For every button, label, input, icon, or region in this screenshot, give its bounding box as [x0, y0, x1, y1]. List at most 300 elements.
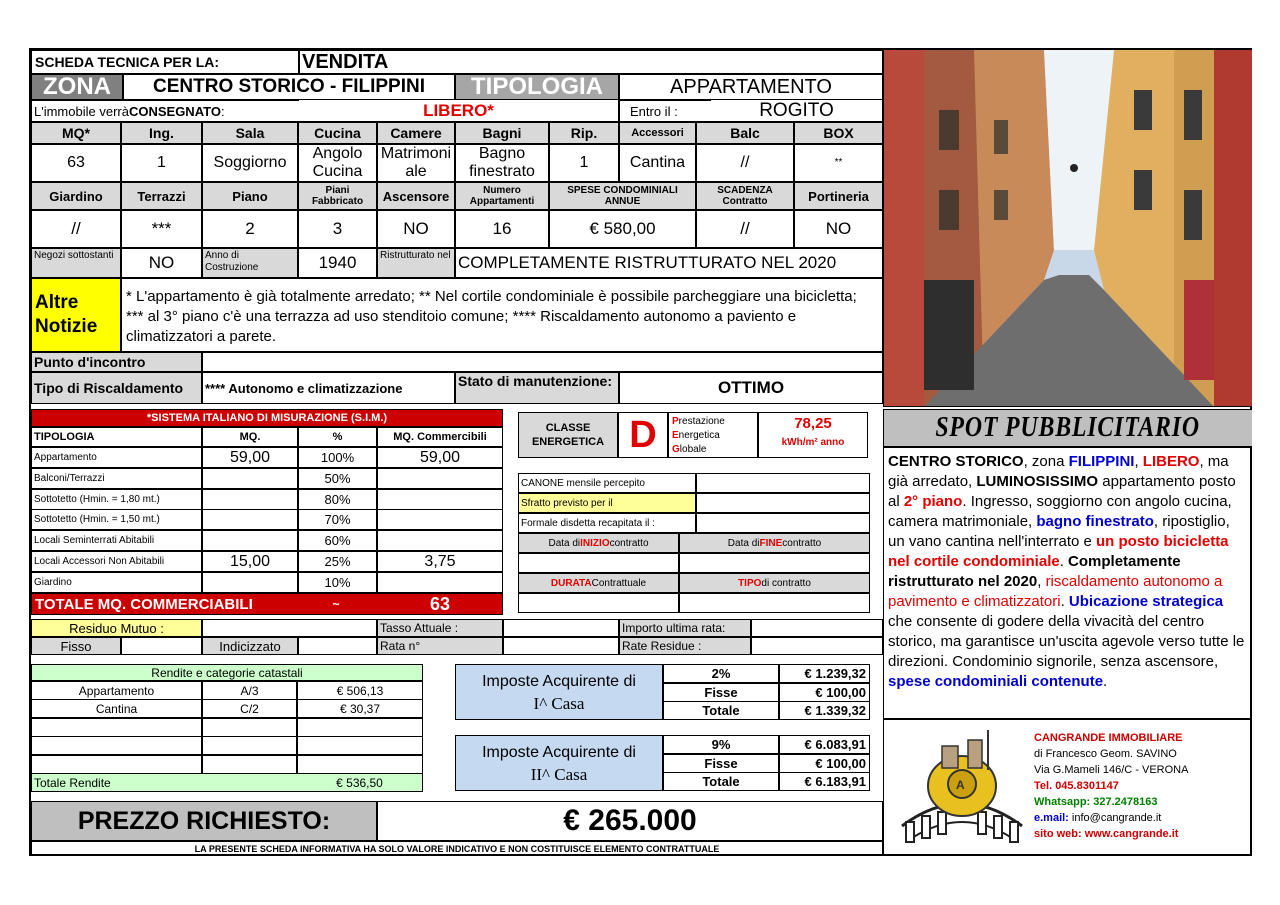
classe-label-text: CLASSE ENERGETICA — [531, 422, 605, 448]
feature2-value-7-text: // — [740, 219, 750, 238]
feature-value-1-text: 1 — [157, 154, 166, 171]
catastali-row-1-value — [297, 699, 423, 718]
consegna-value-text: LIBERO* — [423, 100, 494, 120]
imposte2-row-1-v-text: € 100,00 — [815, 755, 866, 771]
sim-row-4-mq — [202, 530, 298, 551]
imposte1-row-2-k — [663, 701, 779, 720]
anno-label — [202, 248, 298, 278]
sim-h-comm-text: MQ. Commercibili — [393, 431, 487, 443]
feature2-value-5 — [455, 210, 549, 248]
inizio-label — [518, 533, 679, 553]
feature2-header-2 — [202, 182, 298, 210]
feature-value-5 — [455, 144, 549, 182]
feature-value-5-text: Bagno finestrato — [469, 145, 535, 180]
sim-row-3-comm — [377, 509, 503, 530]
tipo-post: di contratto — [761, 577, 811, 589]
feature2-header-5 — [455, 182, 549, 210]
consegna-value — [299, 100, 619, 122]
anno-value — [298, 248, 377, 278]
sim-h-tipo — [31, 427, 202, 447]
energetica-line — [672, 429, 754, 443]
feature2-header-8 — [794, 182, 883, 210]
durata-key: DURATA — [550, 577, 592, 589]
riscaldamento-label-text: Tipo di Riscaldamento — [34, 380, 184, 396]
sim-row-4-tipo-text: Locali Seminterrati Abitabili — [34, 535, 155, 547]
feature-value-4 — [377, 144, 455, 182]
imposte1-row-0-v-text: € 1.239,32 — [804, 666, 866, 681]
classe-label — [518, 412, 618, 458]
spot-p9: 2° piano — [903, 493, 963, 510]
feature2-value-2-text: 2 — [245, 219, 255, 238]
scheda-label-text: SCHEDA TECNICA PER LA: — [35, 54, 220, 70]
feature2-header-0-text: Giardino — [49, 188, 103, 204]
agency-info — [1034, 730, 1188, 842]
disdetta-value — [696, 513, 870, 533]
feature-header-0-text: MQ* — [62, 125, 90, 141]
prestazione-rest: restazione — [678, 416, 725, 427]
imposte1-row-0-v — [779, 664, 870, 683]
zona-value — [123, 74, 455, 100]
sim-row-6-mq — [202, 572, 298, 593]
tipologia-label-text: TIPOLOGIA — [471, 74, 603, 100]
stato-label-text: Stato di manutenzione: — [458, 373, 612, 389]
riscaldamento-value-text: **** Autonomo e climatizzazione — [205, 380, 403, 396]
anno-value-text: 1940 — [318, 253, 357, 272]
sim-row-6-tipo — [31, 572, 202, 593]
catastali-row-3-value — [297, 736, 423, 755]
sim-row-5-comm-text: 3,75 — [424, 552, 456, 570]
feature-header-2 — [202, 122, 298, 144]
importo-label-text: Importo ultima rata: — [622, 621, 726, 635]
rata-value — [503, 637, 619, 655]
classe-value — [618, 412, 668, 458]
importo-value — [751, 619, 883, 637]
feature-value-8 — [696, 144, 794, 182]
spot-p5: LIBERO — [1142, 453, 1200, 470]
catastali-row-4-value — [297, 755, 423, 774]
anno-label-text: Anno di Costruzione — [205, 250, 259, 273]
feature2-value-6-text: € 580,00 — [589, 219, 656, 238]
feature-header-5-text: Bagni — [482, 125, 522, 141]
feature-value-0 — [31, 144, 121, 182]
catastali-row-0-value — [297, 681, 423, 700]
inizio-pre: Data di — [548, 537, 581, 549]
sim-row-3-tipo-text: Sottotetto (Hmin. = 1,50 mt.) — [34, 514, 160, 526]
feature2-header-2-text: Piano — [232, 188, 268, 204]
sim-total-value-text: 63 — [429, 593, 451, 614]
indicizzato-label-text: Indicizzato — [219, 638, 281, 654]
feature-header-5 — [455, 122, 549, 144]
fine-pre: Data di — [727, 537, 760, 549]
inizio-value — [518, 553, 679, 573]
imposte1-label — [455, 664, 663, 720]
negozi-value-text: NO — [148, 253, 175, 272]
sim-row-5-mq — [202, 551, 298, 572]
sim-row-1-comm — [377, 468, 503, 489]
spot-p7: LUMINOSISSIMO — [976, 473, 1099, 490]
spot-title: SPOT PUBBLICITARIO — [935, 412, 1201, 443]
imposte1-row-1-v-text: € 100,00 — [815, 684, 866, 700]
spot-p17: riscaldamento autonomo a pavimento e climatizzatori — [888, 573, 1223, 610]
catastali-row-1-name-text: Cantina — [95, 701, 138, 716]
feature2-value-5-text: 16 — [492, 219, 512, 238]
disdetta-label-text: Formale disdetta recapitata il : — [521, 517, 655, 529]
feature2-header-8-text: Portineria — [808, 188, 869, 204]
prezzo-label — [31, 801, 377, 841]
feature-header-3 — [298, 122, 377, 144]
agency-owner: di Francesco Geom. SAVINO — [1034, 748, 1177, 760]
rate-residue-label-text: Rate Residue : — [622, 639, 702, 653]
feature2-header-3-text: Piani Fabbricato — [311, 185, 364, 207]
ristrutturato-value — [455, 248, 883, 278]
fine-key: FINE — [759, 537, 783, 549]
feature-value-6 — [549, 144, 619, 182]
fine-label — [679, 533, 870, 553]
ristrutturato-label-text: Ristrutturato nel — [380, 250, 451, 261]
zona-value-text: CENTRO STORICO - FILIPPINI — [153, 76, 425, 97]
spot-p16: , — [1037, 573, 1046, 590]
imposte2-row-2-v-text: € 6.183,91 — [804, 774, 866, 790]
agency-name: CANGRANDE IMMOBILIARE — [1034, 732, 1183, 744]
classe-value-text: D — [629, 413, 657, 456]
sim-row-1-pct — [298, 468, 377, 489]
prestazione-p: P — [672, 416, 679, 427]
spot-p2: , zona — [1023, 453, 1069, 470]
imposte2-row-1-k — [663, 754, 779, 773]
spot-p22: . — [1103, 673, 1108, 690]
punto-value — [202, 352, 883, 372]
feature-value-0-text: 63 — [67, 154, 85, 171]
feature2-header-7-text: SCADENZA Contratto — [717, 185, 773, 207]
feature2-value-1 — [121, 210, 202, 248]
feature-header-3-text: Cucina — [314, 125, 361, 141]
feature-header-6 — [549, 122, 619, 144]
indicizzato-value — [298, 637, 377, 655]
sim-row-0-pct — [298, 447, 377, 468]
catastali-row-4-cat — [202, 755, 297, 774]
agency-email-label: e.mail: — [1034, 812, 1069, 824]
sim-row-2-pct — [298, 489, 377, 510]
imposte2-row-0-k-text: 9% — [711, 737, 731, 752]
feature-header-8 — [696, 122, 794, 144]
sim-total-value — [377, 593, 503, 615]
feature2-header-0 — [31, 182, 121, 210]
feature2-header-1-text: Terrazzi — [137, 188, 186, 204]
fisso-label — [31, 637, 121, 655]
imposte1-row-2-v — [779, 701, 870, 720]
sim-row-0-tipo — [31, 447, 202, 468]
spot-p14: . — [1059, 553, 1069, 570]
sim-row-2-tipo-text: Sottotetto (Hmin. = 1,80 mt.) — [34, 493, 160, 505]
prezzo-value — [377, 801, 883, 841]
entro-value-text: ROGITO — [759, 100, 834, 121]
sim-title-text: *SISTEMA ITALIANO DI MISURAZIONE (S.I.M.) — [146, 412, 388, 424]
ristrutturato-value-text: COMPLETAMENTE RISTRUTTURATO NEL 2020 — [458, 253, 837, 272]
imposte1-row-1-k-text: Fisse — [704, 684, 738, 700]
feature-value-3-text: Angolo Cucina — [312, 145, 363, 180]
feature2-value-3 — [298, 210, 377, 248]
prezzo-label-text: PREZZO RICHIESTO: — [77, 806, 331, 835]
spot-p18: . — [1060, 593, 1069, 610]
sim-row-3-tipo — [31, 509, 202, 530]
sim-row-5-pct-text: 25% — [324, 554, 351, 569]
tipologia-value — [619, 74, 883, 100]
imposte1-row-0-k-text: 2% — [711, 666, 731, 681]
spot-p1: CENTRO STORICO — [888, 453, 1024, 470]
rata-label — [377, 637, 503, 655]
feature-value-3 — [298, 144, 377, 182]
feature2-header-3 — [298, 182, 377, 210]
feature-value-9-text: ** — [834, 157, 843, 168]
fine-post: contratto — [782, 537, 822, 549]
tipo-label — [679, 573, 870, 593]
feature2-value-1-text: *** — [151, 219, 172, 238]
catastali-total-label-text: Totale Rendite — [34, 775, 111, 790]
canone-label — [518, 473, 696, 493]
imposte2-row-2-k — [663, 772, 779, 791]
disclaimer — [31, 841, 883, 856]
sim-row-5-comm — [377, 551, 503, 572]
negozi-value — [121, 248, 202, 278]
residuo-value — [202, 619, 377, 637]
feature2-header-7 — [696, 182, 794, 210]
feature-header-9-text: BOX — [823, 125, 854, 141]
scheda-empty — [455, 50, 883, 74]
sim-row-1-tipo — [31, 468, 202, 489]
sim-row-0-comm-text: 59,00 — [419, 448, 461, 466]
feature-value-8-text: // — [740, 154, 750, 171]
sim-h-tipo-text: TIPOLOGIA — [34, 431, 95, 443]
feature2-header-5-text: Numero Appartamenti — [469, 185, 535, 207]
catastali-title-text: Rendite e categorie catastali — [151, 665, 303, 680]
catastali-row-4-name — [31, 755, 202, 774]
entro-value — [711, 100, 883, 122]
scheda-label — [31, 50, 299, 74]
tipologia-value-text: APPARTAMENTO — [670, 75, 832, 98]
catastali-title — [31, 664, 423, 681]
catastali-row-1-name — [31, 699, 202, 718]
notes-text — [121, 278, 883, 352]
stato-label — [455, 372, 619, 404]
sim-row-3-pct — [298, 509, 377, 530]
catastali-total-value — [297, 773, 423, 792]
residuo-label — [31, 619, 202, 637]
sim-row-0-pct-text: 100% — [320, 450, 355, 465]
feature-value-6-text: 1 — [579, 154, 589, 171]
feature-value-2-text: Soggiorno — [213, 154, 287, 171]
catastali-total-label — [31, 773, 297, 792]
sim-total-approx — [326, 593, 346, 615]
feature2-value-0 — [31, 210, 121, 248]
spot-p19: Ubicazione strategica — [1068, 593, 1224, 610]
spot-p11: bagno finestrato — [1036, 513, 1154, 530]
ristrutturato-label — [377, 248, 455, 278]
imposte2-row-0-k — [663, 735, 779, 754]
tipo-key: TIPO — [738, 577, 762, 589]
sim-title — [31, 409, 503, 427]
disclaimer-text: LA PRESENTE SCHEDA INFORMATIVA HA SOLO VALORE INDICATIVO E NON COSTITUISCE ELEMENTO CONTRATTUALE — [194, 844, 720, 854]
imposte2-label — [455, 735, 663, 791]
feature2-value-2 — [202, 210, 298, 248]
sim-row-2-pct-text: 80% — [324, 491, 351, 507]
feature-header-0 — [31, 122, 121, 144]
feature-header-4-text: Camere — [390, 125, 442, 141]
agency-whatsapp: Whatsapp: 327.2478163 — [1034, 796, 1158, 808]
spot-title-box — [883, 409, 1252, 447]
stato-value — [619, 372, 883, 404]
punto-label-text: Punto d'incontro — [34, 354, 146, 370]
residuo-label-text: Residuo Mutuo : — [69, 620, 164, 636]
feature-value-7-text: Cantina — [629, 154, 686, 171]
spot-p3: FILIPPINI — [1068, 453, 1135, 470]
durata-post: Contrattuale — [591, 577, 647, 589]
sim-row-2-mq — [202, 489, 298, 510]
feature-header-4 — [377, 122, 455, 144]
imposte2-row-1-k-text: Fisse — [704, 755, 738, 771]
agency-box — [883, 719, 1252, 856]
agency-email-line — [1034, 810, 1188, 826]
sim-row-0-mq-text: 59,00 — [229, 448, 271, 466]
spot-p13: un posto bicicletta nel cortile condominiale — [888, 533, 1229, 570]
disdetta-label — [518, 513, 696, 533]
catastali-row-1-cat — [202, 699, 297, 718]
feature-header-7-text: Accessori — [631, 127, 684, 139]
energetica-rest: nergetica — [678, 430, 720, 441]
energy-value: 78,25 — [794, 415, 832, 432]
stato-value-text: OTTIMO — [717, 378, 785, 397]
spot-p6: , ma già arredato, — [888, 453, 1229, 490]
tipologia-label — [455, 74, 619, 100]
feature2-header-6 — [549, 182, 696, 210]
catastali-row-0-value-text: € 506,13 — [336, 683, 384, 698]
feature2-value-4-text: NO — [403, 219, 429, 238]
catastali-row-2-cat — [202, 718, 297, 737]
catastali-row-0-cat-text: A/3 — [240, 683, 259, 698]
spot-p21: spese condominiali contenute — [888, 673, 1104, 690]
spot-p20: che consente di godere della vivacità del centro storico, ma garantisce un'uscita agevole verso tutte le direzioni. Condominio signorile, senza ascensore, — [888, 613, 1245, 670]
energetica-e: E — [672, 430, 679, 441]
catastali-row-2-name — [31, 718, 202, 737]
feature2-header-6-text: SPESE CONDOMINIALI ANNUE — [567, 185, 678, 207]
inizio-post: contratto — [609, 537, 649, 549]
punto-label — [31, 352, 202, 372]
feature2-header-4 — [377, 182, 455, 210]
sim-row-2-tipo — [31, 489, 202, 510]
tipo-value — [679, 593, 870, 613]
spot-p10: . Ingresso, soggiorno con angolo cucina, camera matrimoniale, — [888, 493, 1232, 530]
sim-row-5-tipo — [31, 551, 202, 572]
feature-header-2-text: Sala — [235, 125, 265, 141]
fine-value — [679, 553, 870, 573]
globale-rest: lobale — [679, 444, 707, 455]
spot-p4: , — [1134, 453, 1143, 470]
sim-h-pct-text: % — [332, 431, 343, 443]
spot-p8: appartamento posto al — [888, 473, 1236, 510]
durata-value — [518, 593, 679, 613]
spot-text — [883, 447, 1252, 719]
imposte1-row-1-v — [779, 683, 870, 702]
sim-row-2-comm — [377, 489, 503, 510]
sim-h-comm — [377, 427, 503, 447]
tasso-value — [503, 619, 619, 637]
imposte1-row-1-k — [663, 683, 779, 702]
sfratto-label — [518, 493, 696, 513]
durata-label — [518, 573, 679, 593]
sim-row-1-pct-text: 50% — [324, 470, 351, 486]
consegna-l1: L'immobile verrà — [34, 103, 129, 119]
spot-p15: Completamente ristrutturato nel 2020 — [888, 553, 1181, 590]
imposte2-row-0-v — [779, 735, 870, 754]
tasso-label — [377, 619, 503, 637]
sim-row-4-pct — [298, 530, 377, 551]
consegna-l3: : — [220, 103, 225, 119]
feature2-value-7 — [696, 210, 794, 248]
imposte2-row-2-v — [779, 772, 870, 791]
catastali-row-1-value-text: € 30,37 — [339, 701, 381, 716]
feature2-value-0-text: // — [71, 219, 81, 238]
feature-header-6-text: Rip. — [570, 125, 598, 141]
feature2-value-8 — [794, 210, 883, 248]
agency-web[interactable]: sito web: www.cangrande.it — [1034, 828, 1179, 840]
fisso-label-text: Fisso — [60, 638, 92, 654]
sim-row-0-comm — [377, 447, 503, 468]
sim-row-0-mq — [202, 447, 298, 468]
sim-row-3-pct-text: 70% — [324, 512, 351, 528]
agency-email[interactable]: info@cangrande.it — [1068, 812, 1162, 824]
prezzo-value-text: € 265.000 — [563, 804, 697, 837]
street-photo-svg — [884, 50, 1252, 407]
property-sheet — [29, 48, 1252, 856]
street-photo — [883, 50, 1252, 407]
scheda-value-text: VENDITA — [302, 50, 389, 73]
spot-p12: , ripostiglio, un vano cantina nell'interrato e — [888, 513, 1230, 550]
consegna-l2: CONSEGNATO — [128, 103, 221, 119]
rata-label-text: Rata n° — [380, 639, 421, 653]
feature-header-1 — [121, 122, 202, 144]
notes-text-value: * L'appartamento è già totalmente arredato; ** Nel cortile condominiale è possibile parcheggiare una bicicletta; *** al 3° piano c'è una terrazza ad uso stenditoio comune; **** Riscaldamento autonomo a paviento e climatizzatori a parete. — [126, 288, 857, 345]
sim-row-6-pct-text: 10% — [324, 574, 351, 590]
catastali-row-0-name — [31, 681, 202, 700]
zona-label-text: ZONA — [43, 74, 111, 100]
catastali-row-0-name-text: Appartamento — [78, 683, 155, 698]
sim-row-4-pct-text: 60% — [324, 533, 351, 549]
sim-row-0-tipo-text: Appartamento — [34, 452, 97, 463]
agency-tel: Tel. 045.8301147 — [1034, 780, 1119, 792]
catastali-row-3-name — [31, 736, 202, 755]
notes-label — [31, 278, 121, 352]
feature2-value-6 — [549, 210, 696, 248]
svg-text:A: A — [956, 778, 965, 792]
negozi-label-text: Negozi sottostanti — [34, 250, 114, 261]
tasso-label-text: Tasso Attuale : — [380, 621, 459, 635]
sim-row-1-mq — [202, 468, 298, 489]
feature2-header-1 — [121, 182, 202, 210]
imposte1-row-2-v-text: € 1.339,32 — [804, 703, 866, 719]
agency-address: Via G.Mameli 146/C - VERONA — [1034, 764, 1189, 776]
sim-h-mq-text: MQ. — [239, 431, 261, 443]
importo-label — [619, 619, 751, 637]
sim-h-pct — [298, 427, 377, 447]
negozi-label — [31, 248, 121, 278]
sim-total-label: TOTALE MQ. COMMERCIABILI — [35, 595, 253, 613]
sim-h-mq — [202, 427, 298, 447]
inizio-key: INIZIO — [580, 537, 610, 549]
sim-row-6-comm — [377, 572, 503, 593]
fisso-value — [121, 637, 202, 655]
imposte2-label-1: Imposte Acquirente di — [482, 744, 636, 761]
catastali-row-3-cat — [202, 736, 297, 755]
agency-logo-icon — [892, 726, 1032, 850]
